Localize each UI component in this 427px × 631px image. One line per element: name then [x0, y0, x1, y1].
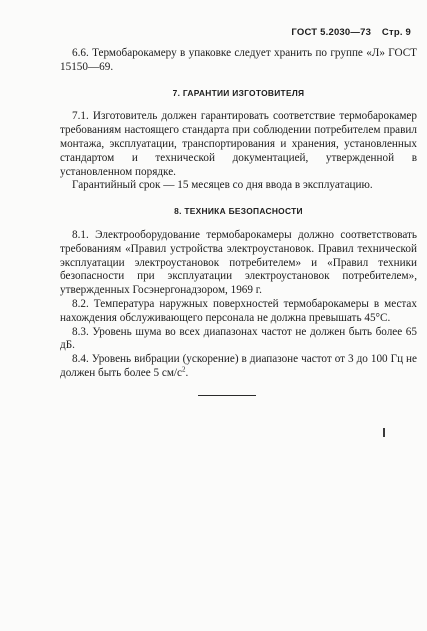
margin-mark [383, 428, 385, 437]
paragraph-8-3: 8.3. Уровень шума во всех диапазонах частот не должен быть более 65 дБ. [60, 325, 417, 352]
paragraph-8-1: 8.1. Электрооборудование термобарокамеры должно соответствовать требованиям «Правил устройства электроустановок. Правил технической эксплуатации электроустановок потребителем» и «Правил техники безопасности при эксплуатации электроустановок потребителем», утвержденных Госэнергонадзором, 1969 г. [60, 228, 417, 297]
paragraph-8-4 [60, 353, 417, 381]
paragraph-7-1: 7.1. Изготовитель должен гарантировать соответствие термобарокамер требованиям настоящего стандарта при соблюдении потребителем правил монтажа, эксплуатации, транспортирования и хранения, установленных стандартом и технической документацией, утвержденной в установленном порядке. [60, 110, 417, 178]
paragraph-warranty-period: Гарантийный срок — 15 месяцев со дня ввода в эксплуатацию. [72, 179, 373, 192]
page-header [291, 27, 411, 38]
paragraph-8-2: 8.2. Температура наружных поверхностей термобарокамеры в местах нахождения обслуживающего персонала не должна превышать 45°С. [60, 297, 417, 324]
page-body [60, 47, 417, 381]
standard-number: ГОСТ 5.2030—73 [291, 27, 372, 38]
end-rule [198, 395, 256, 396]
paragraph-6-6: 6.6. Термобарокамеру в упаковке следует хранить по группе «Л» ГОСТ 15150—69. [60, 47, 417, 73]
page-number: Стр. 9 [381, 27, 411, 38]
paragraph-8-4-text: 8.4. Уровень вибрации (ускорение) в диапазоне частот от 3 до 100 Гц не должен быть более 5 см/с [60, 353, 417, 379]
section-title-8: 8. ТЕХНИКА БЕЗОПАСНОСТИ [174, 206, 303, 217]
exponent: 2 [182, 365, 186, 374]
section-title-7: 7. ГАРАНТИИ ИЗГОТОВИТЕЛЯ [172, 87, 305, 98]
paragraph-8-4-end: . [185, 366, 189, 379]
